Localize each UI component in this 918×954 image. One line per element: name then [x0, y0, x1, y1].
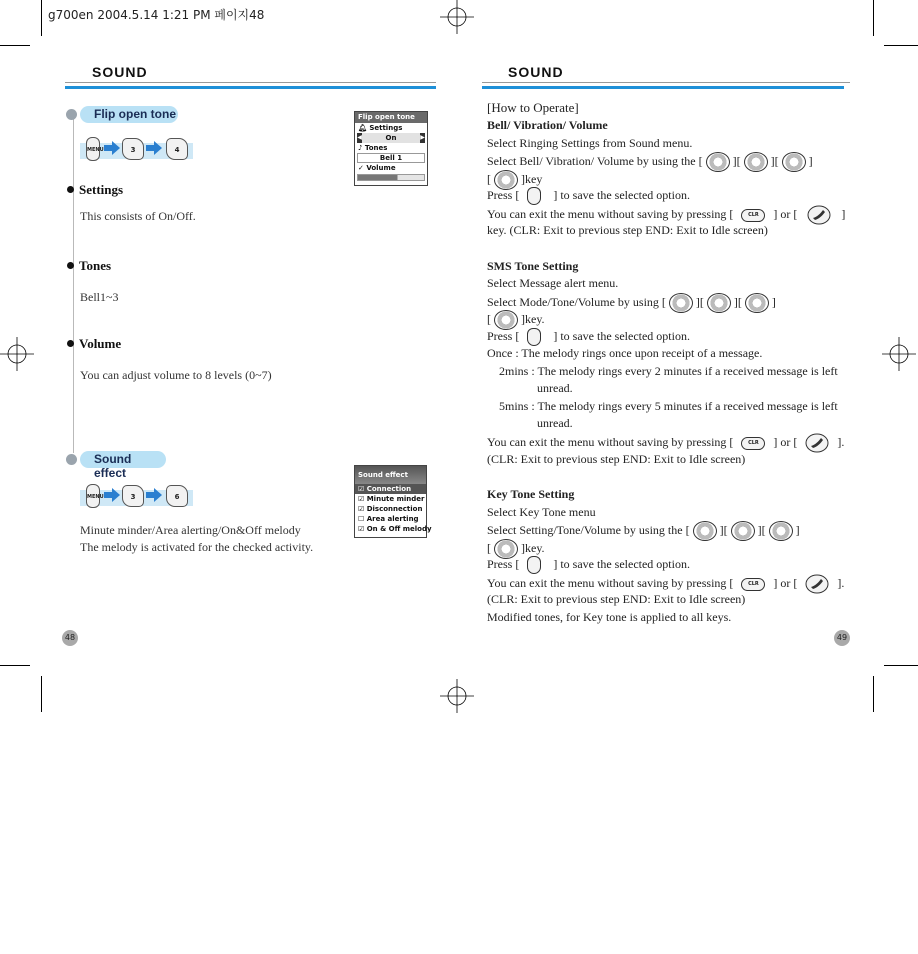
volume-text: You can adjust volume to 8 levels (0~7) — [80, 368, 272, 382]
s2-line4: Press [ ] to save the selected option. — [487, 328, 690, 346]
registration-mark-icon — [440, 679, 474, 713]
ok-key-icon — [527, 187, 541, 205]
s1-line1: Select Ringing Settings from Sound menu. — [487, 136, 693, 150]
nav-key-icon — [494, 310, 518, 330]
arrow-right-icon — [146, 488, 162, 502]
key-6-icon: 6 — [166, 485, 188, 507]
screen-volume-row: ✓ Volume — [358, 164, 396, 172]
speaker-icon: ✓ — [358, 164, 364, 172]
nav-key-up-down-icon — [731, 521, 755, 541]
crop-mark — [0, 45, 30, 46]
nav-key-left-right-icon — [669, 293, 693, 313]
right-section-title: SOUND — [508, 64, 564, 80]
sound-effect-pill: Sound effect — [80, 451, 166, 468]
s1-line2: Select Bell/ Vibration/ Volume by using the [ ][ ][ ] — [487, 152, 813, 172]
nav-key-icon — [782, 152, 806, 172]
registration-mark-icon — [882, 337, 916, 371]
key-tone-setting-heading: Key Tone Setting — [487, 487, 575, 501]
crop-mark — [873, 0, 874, 36]
nav-key-icon — [745, 293, 769, 313]
tones-text: Bell1~3 — [80, 290, 119, 304]
key-3-icon: 3 — [122, 138, 144, 160]
flip-open-tone-pill: Flip open tone — [80, 106, 178, 123]
page-number-left: 48 — [62, 630, 78, 646]
s2-line2: Select Mode/Tone/Volume by using [ ][ ][ ] — [487, 293, 776, 313]
right-title-rule — [482, 82, 850, 83]
crop-mark — [41, 676, 42, 712]
sms-tone-setting-heading: SMS Tone Setting — [487, 259, 579, 273]
crop-mark — [0, 665, 30, 666]
screen-on-row: ◀ On ▶ — [357, 134, 425, 142]
print-slug: g700en 2004.5.14 1:21 PM 페이지48 — [48, 8, 265, 22]
right-arrow-icon: ▶ — [420, 134, 425, 141]
s2-line8: 5mins : The melody rings every 5 minutes if a received message is left — [499, 399, 838, 413]
nav-key-left-right-icon — [693, 521, 717, 541]
registration-mark-icon — [0, 337, 34, 371]
ok-key-icon — [527, 556, 541, 574]
s2-line1: Select Message alert menu. — [487, 276, 619, 290]
screen-settings-row: 🔔︎ Settings — [358, 124, 403, 132]
bell-icon: 🔔︎ — [358, 124, 367, 132]
key-3-icon: 3 — [122, 485, 144, 507]
s3-line3: [ ]key. — [487, 539, 545, 559]
crop-mark — [873, 676, 874, 712]
flip-key-sequence — [80, 143, 193, 159]
s2-line9: unread. — [537, 416, 573, 430]
effect-key-sequence — [80, 490, 193, 506]
clr-key-icon: CLR — [741, 578, 765, 591]
s3-line1: Select Key Tone menu — [487, 505, 596, 519]
clr-key-icon: CLR — [741, 437, 765, 450]
screen-item-minute-minder: ☑ Minute minder — [358, 495, 425, 503]
screen-item-connection: ☑ Connection — [355, 484, 426, 494]
s2-line5: Once : The melody rings once upon receipt of a message. — [487, 346, 763, 360]
nav-key-up-down-icon — [707, 293, 731, 313]
pill-dot-icon — [66, 454, 77, 465]
settings-heading: Settings — [67, 182, 123, 198]
s3-line6: (CLR: Exit to previous step END: Exit to Idle screen) — [487, 592, 746, 606]
end-key-icon — [805, 574, 829, 594]
s2-line10: You can exit the menu without saving by pressing [ CLR ] or [ ]. — [487, 433, 844, 453]
left-title-accent-rule — [65, 86, 436, 89]
sound-effect-screen — [354, 465, 432, 538]
s1-line4: Press [ ] to save the selected option. — [487, 187, 690, 205]
s3-line7: Modified tones, for Key tone is applied to all keys. — [487, 610, 732, 624]
bell-vibration-volume-heading: Bell/ Vibration/ Volume — [487, 118, 608, 132]
screen-title: Sound effect — [355, 466, 426, 484]
volume-heading: Volume — [67, 336, 121, 352]
s3-line2: Select Setting/Tone/Volume by using the [ ][ ][ ] — [487, 521, 800, 541]
tones-heading: Tones — [67, 258, 111, 274]
menu-key-icon: MENU — [86, 484, 100, 508]
screen-item-disconnection: ☑ Disconnection — [358, 505, 423, 513]
s3-line5: You can exit the menu without saving by pressing [ CLR ] or [ ]. — [487, 574, 844, 594]
left-arrow-icon: ◀ — [357, 134, 362, 141]
end-key-icon — [807, 205, 831, 225]
s1-line5: You can exit the menu without saving by pressing [ CLR ] or [ ] — [487, 205, 845, 225]
clr-key-icon: CLR — [741, 209, 765, 222]
screen-item-area-alerting: ☐ Area alerting — [358, 515, 419, 523]
page-number-right: 49 — [834, 630, 850, 646]
key-4-icon: 4 — [166, 138, 188, 160]
arrow-right-icon — [146, 141, 162, 155]
screen-bell-row: Bell 1 — [357, 153, 425, 163]
nav-key-up-down-icon — [744, 152, 768, 172]
arrow-right-icon — [104, 141, 120, 155]
left-section-title: SOUND — [92, 64, 148, 80]
effect-text-2: The melody is activated for the checked activity. — [80, 540, 314, 554]
screen-item-on-off-melody: ☑ On & Off melody — [358, 525, 432, 533]
s2-line6: 2mins : The melody rings every 2 minutes if a received message is left — [499, 364, 838, 378]
screen-tones-row: ♪ Tones — [358, 144, 388, 152]
note-icon: ♪ — [358, 144, 363, 152]
volume-bar — [357, 174, 425, 181]
s2-line11: (CLR: Exit to previous step END: Exit to Idle screen) — [487, 452, 746, 466]
arrow-right-icon — [104, 488, 120, 502]
flip-open-tone-screen — [354, 111, 428, 186]
crop-mark — [41, 0, 42, 36]
s1-line6: key. (CLR: Exit to previous step END: Exit to Idle screen) — [487, 223, 768, 237]
s2-line3: [ ]key. — [487, 310, 545, 330]
settings-text: This consists of On/Off. — [80, 209, 196, 223]
end-key-icon — [805, 433, 829, 453]
nav-key-icon — [769, 521, 793, 541]
s3-line4: Press [ ] to save the selected option. — [487, 556, 690, 574]
effect-text-1: Minute minder/Area alerting/On&Off melody — [80, 523, 301, 537]
s1-line3: [ ]key — [487, 170, 542, 190]
pill-dot-icon — [66, 109, 77, 120]
menu-key-icon: MENU — [86, 137, 100, 161]
crop-mark — [884, 665, 918, 666]
nav-key-left-right-icon — [706, 152, 730, 172]
crop-mark — [884, 45, 918, 46]
screen-title: Flip open tone — [355, 112, 427, 123]
registration-mark-icon — [440, 0, 474, 34]
left-title-rule — [65, 82, 436, 83]
s2-line7: unread. — [537, 381, 573, 395]
how-to-operate-heading: [How to Operate] — [487, 100, 579, 115]
ok-key-icon — [527, 328, 541, 346]
left-side-line — [73, 118, 74, 453]
right-title-accent-rule — [482, 86, 844, 89]
